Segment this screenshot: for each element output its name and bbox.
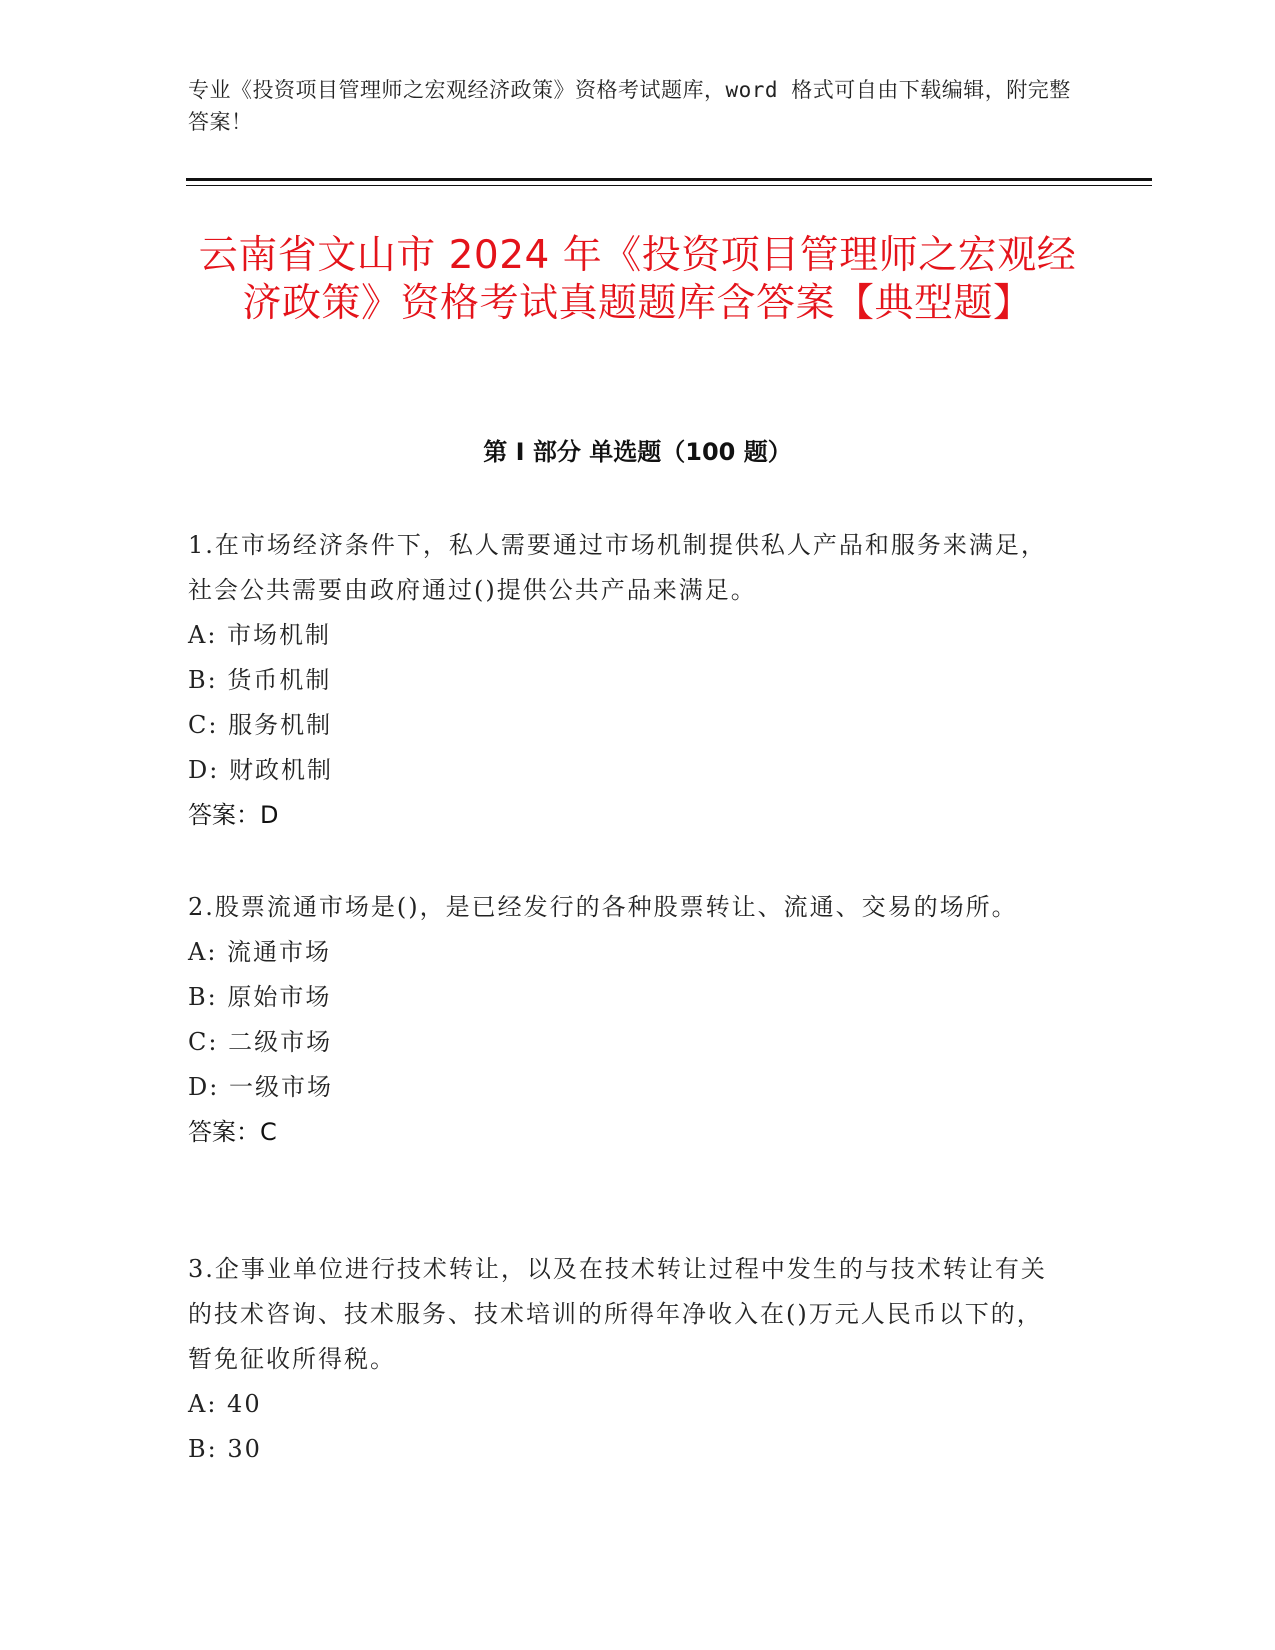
header-note: 专业《投资项目管理师之宏观经济政策》资格考试题库，word 格式可自由下载编辑，附完整答案！ <box>188 78 1071 134</box>
question-stem: 2.股票流通市场是()，是已经发行的各种股票转让、流通、交易的场所。 <box>188 893 1018 921</box>
question-stem: 3.企事业单位进行技术转让，以及在技术转让过程中发生的与技术转让有关的技术咨询、技术服务、技术培训的所得年净收入在()万元人民币以下的，暂免征收所得税。 <box>188 1255 1047 1373</box>
question-2 <box>188 885 1068 1155</box>
answer: 答案：D <box>188 801 279 829</box>
question-stem: 1.在市场经济条件下，私人需要通过市场机制提供私人产品和服务来满足，社会公共需要由政府通过()提供公共产品来满足。 <box>188 531 1047 604</box>
option-c: C: 服务机制 <box>188 711 333 739</box>
option-b: B: 30 <box>188 1435 262 1463</box>
header-rule-thin <box>186 185 1152 186</box>
option-d: D: 一级市场 <box>188 1073 333 1101</box>
option-a: A: 市场机制 <box>188 621 332 649</box>
option-c: C: 二级市场 <box>188 1028 333 1056</box>
question-1 <box>188 523 1068 838</box>
header-rule-thick <box>186 178 1152 181</box>
section-heading: 第 I 部分 单选题（100 题） <box>483 438 792 466</box>
option-b: B: 货币机制 <box>188 666 332 694</box>
option-a: A: 40 <box>188 1390 262 1418</box>
option-b: B: 原始市场 <box>188 983 332 1011</box>
answer: 答案：C <box>188 1118 277 1146</box>
document-title: 云南省文山市 2024 年《投资项目管理师之宏观经济政策》资格考试真题题库含答案【典型题】 <box>198 233 1077 326</box>
option-d: D: 财政机制 <box>188 756 333 784</box>
option-a: A: 流通市场 <box>188 938 332 966</box>
question-3 <box>188 1247 1068 1472</box>
